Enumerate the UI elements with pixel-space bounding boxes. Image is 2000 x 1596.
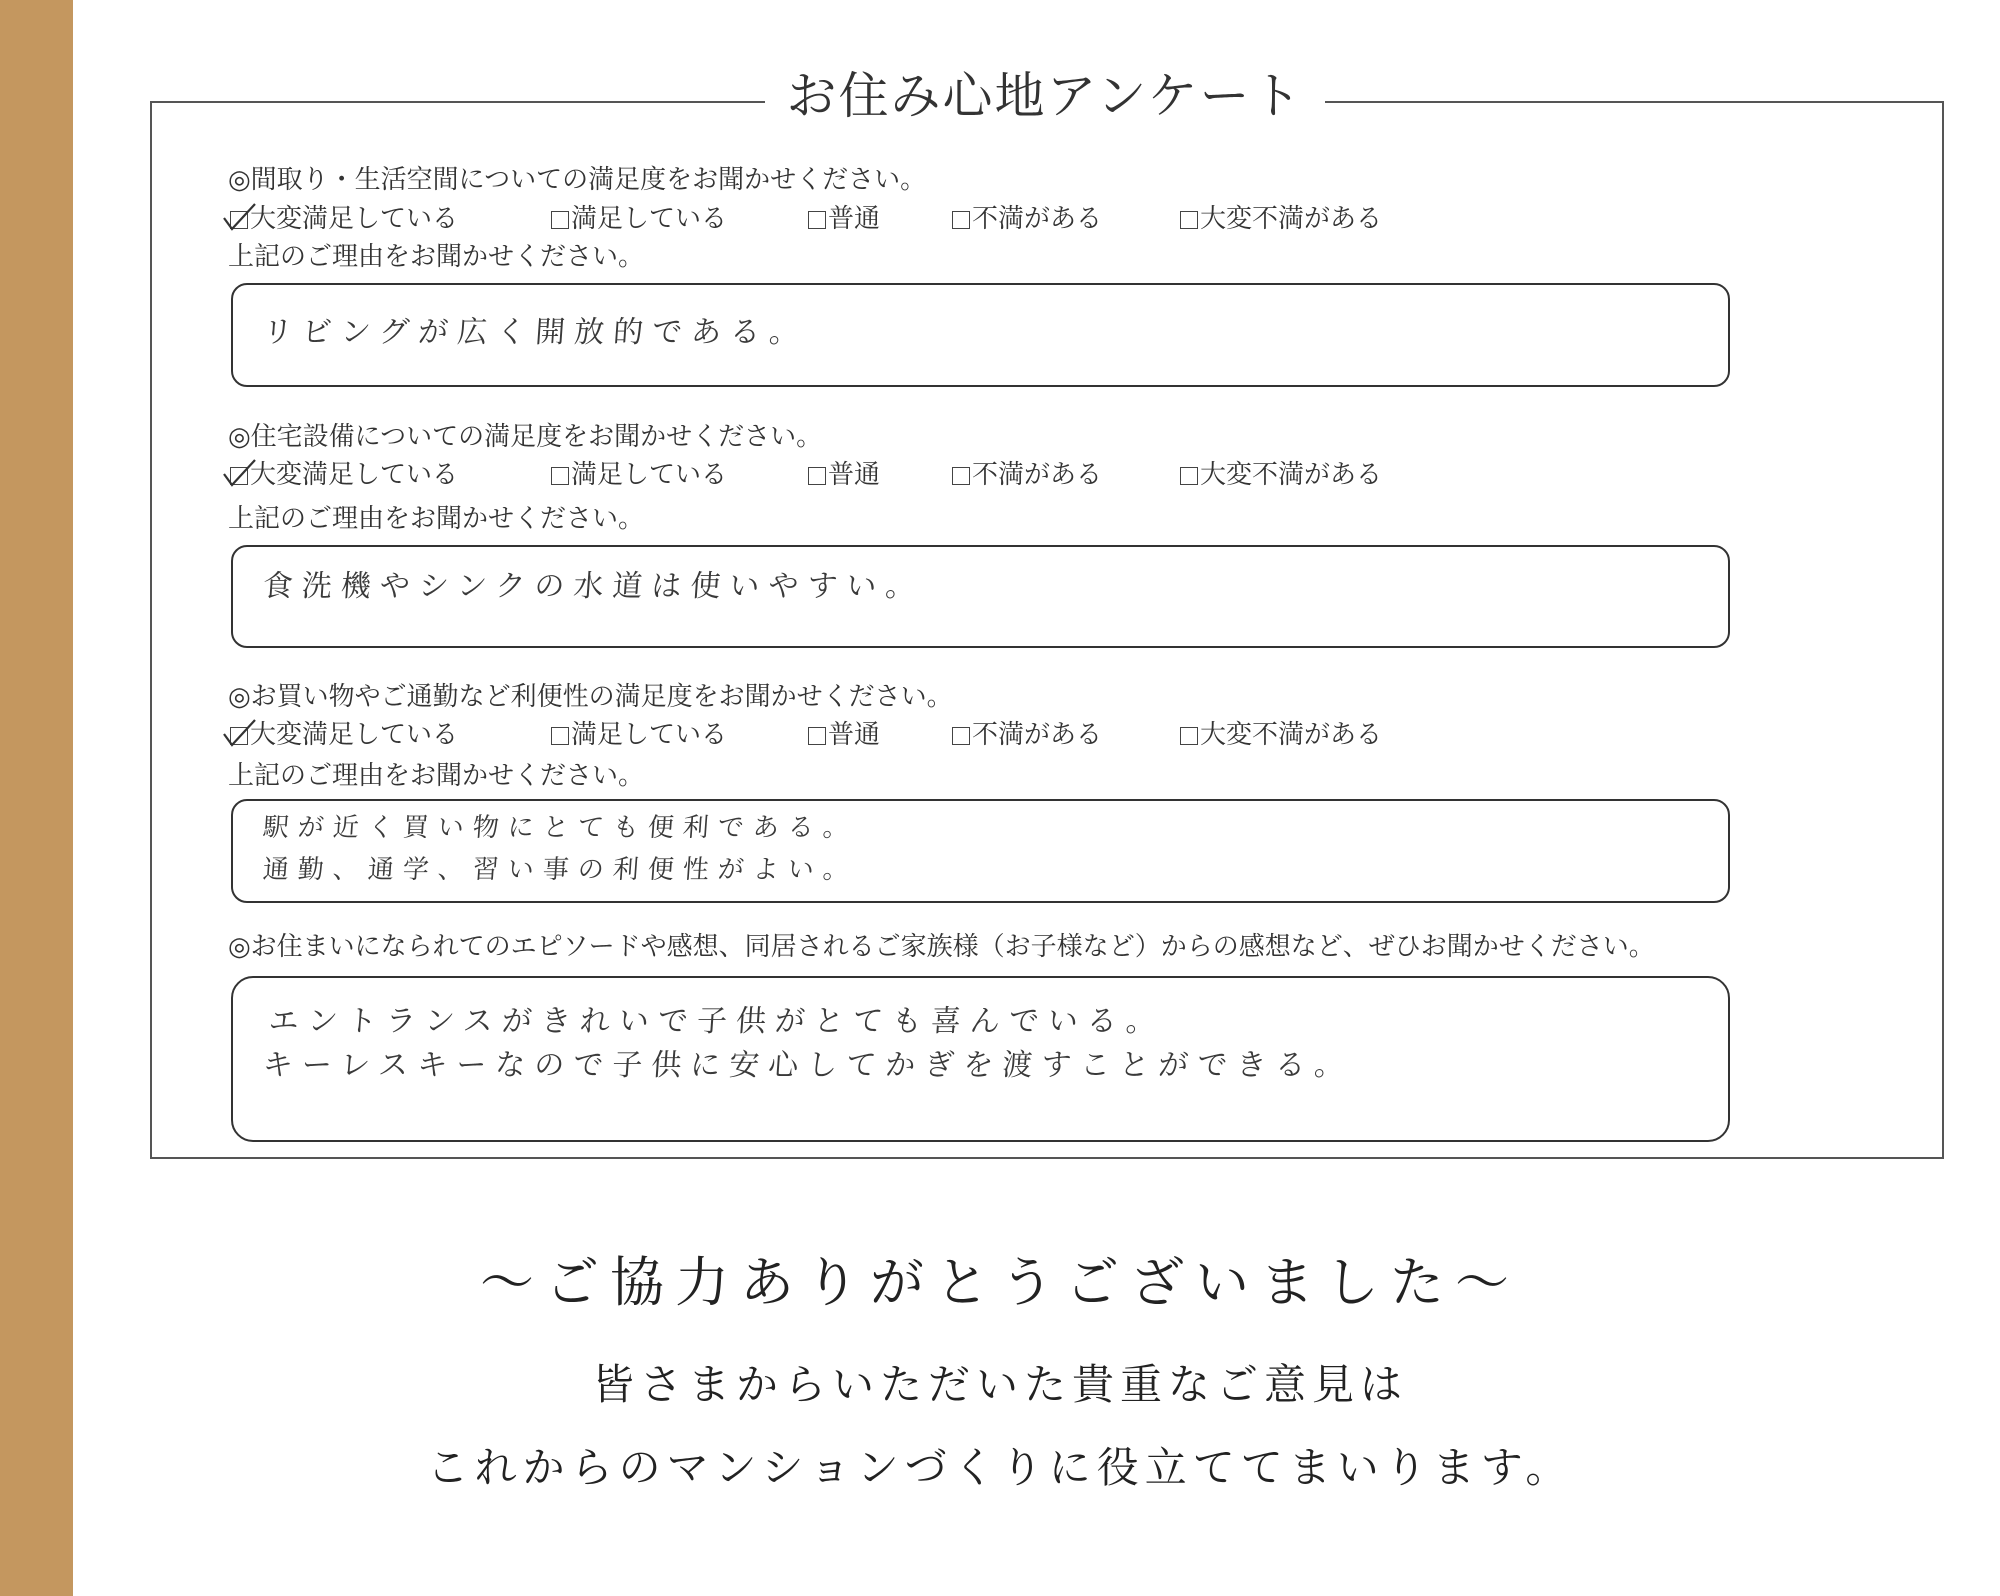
handwritten-answer-line: 駅が近く買い物にとても便利である。 (261, 813, 859, 843)
survey-title: お住み心地アンケート (765, 66, 1325, 126)
free-question-text: ◎お住まいになられてのエピソードや感想、同居されるご家族様（お子様など）からの感想など、ぜひお聞かせください。 (228, 932, 1655, 962)
checkbox[interactable] (808, 467, 826, 485)
checkbox[interactable] (551, 727, 569, 745)
checkbox[interactable] (808, 727, 826, 745)
option-neutral[interactable]: 普通 (808, 718, 880, 752)
closing-message-line: これからのマンションづくりに役立ててまいります。 (426, 1443, 1574, 1492)
answer-box-equipment[interactable] (231, 545, 1730, 648)
checkbox[interactable] (1180, 211, 1198, 229)
option-very-dissatisfied[interactable]: 大変不満がある (1180, 718, 1382, 752)
reason-label: 上記のご理由をお聞かせください。 (228, 504, 645, 534)
question-layout-text: ◎間取り・生活空間についての満足度をお聞かせください。 (228, 165, 927, 195)
option-dissatisfied[interactable]: 不満がある (952, 458, 1102, 492)
checkbox[interactable] (1180, 727, 1198, 745)
checkbox-checked[interactable] (230, 727, 248, 745)
option-satisfied[interactable]: 満足している (551, 718, 727, 752)
question-convenience-text: ◎お買い物やご通勤など利便性の満足度をお聞かせください。 (228, 682, 953, 712)
option-very-dissatisfied[interactable]: 大変不満がある (1180, 202, 1382, 236)
answer-box-layout[interactable] (231, 283, 1730, 387)
checkbox[interactable] (551, 211, 569, 229)
answer-box-free[interactable] (231, 976, 1730, 1142)
handwritten-answer-line: キーレスキーなので子供に安心してかぎを渡すことができる。 (261, 1048, 1355, 1083)
option-neutral[interactable]: 普通 (808, 458, 880, 492)
handwritten-answer-line: 通勤、通学、習い事の利便性がよい。 (261, 855, 859, 885)
checkbox[interactable] (1180, 467, 1198, 485)
checkbox[interactable] (551, 467, 569, 485)
handwritten-answer-line: エントランスがきれいで子供がとても喜んでいる。 (267, 1004, 1167, 1039)
handwritten-answer-line: 食洗機やシンクの水道は使いやすい。 (261, 569, 926, 604)
reason-label: 上記のご理由をお聞かせください。 (228, 761, 645, 791)
handwritten-answer-line: リビングが広く開放的である。 (261, 315, 810, 350)
thanks-title: 〜ご協力ありがとうございました〜 (480, 1251, 1520, 1314)
reason-label: 上記のご理由をお聞かせください。 (228, 242, 645, 272)
checkbox-checked[interactable] (230, 211, 248, 229)
checkbox[interactable] (952, 727, 970, 745)
checkbox[interactable] (808, 211, 826, 229)
check-mark-icon (223, 458, 257, 488)
checkbox[interactable] (952, 467, 970, 485)
check-mark-icon (223, 718, 257, 748)
option-neutral[interactable]: 普通 (808, 202, 880, 236)
option-dissatisfied[interactable]: 不満がある (952, 718, 1102, 752)
side-color-bar (0, 0, 73, 1596)
option-very-dissatisfied[interactable]: 大変不満がある (1180, 458, 1382, 492)
checkbox[interactable] (952, 211, 970, 229)
option-satisfied[interactable]: 満足している (551, 458, 727, 492)
check-mark-icon (223, 202, 257, 232)
option-dissatisfied[interactable]: 不満がある (952, 202, 1102, 236)
option-very-satisfied[interactable]: 大変満足している (230, 458, 458, 492)
closing-message-line: 皆さまからいただいた貴重なご意見は (591, 1360, 1408, 1409)
checkbox-checked[interactable] (230, 467, 248, 485)
option-very-satisfied[interactable]: 大変満足している (230, 718, 458, 752)
answer-box-convenience[interactable] (231, 799, 1730, 903)
option-very-satisfied[interactable]: 大変満足している (230, 202, 458, 236)
question-equipment-text: ◎住宅設備についての満足度をお聞かせください。 (228, 422, 823, 452)
option-satisfied[interactable]: 満足している (551, 202, 727, 236)
